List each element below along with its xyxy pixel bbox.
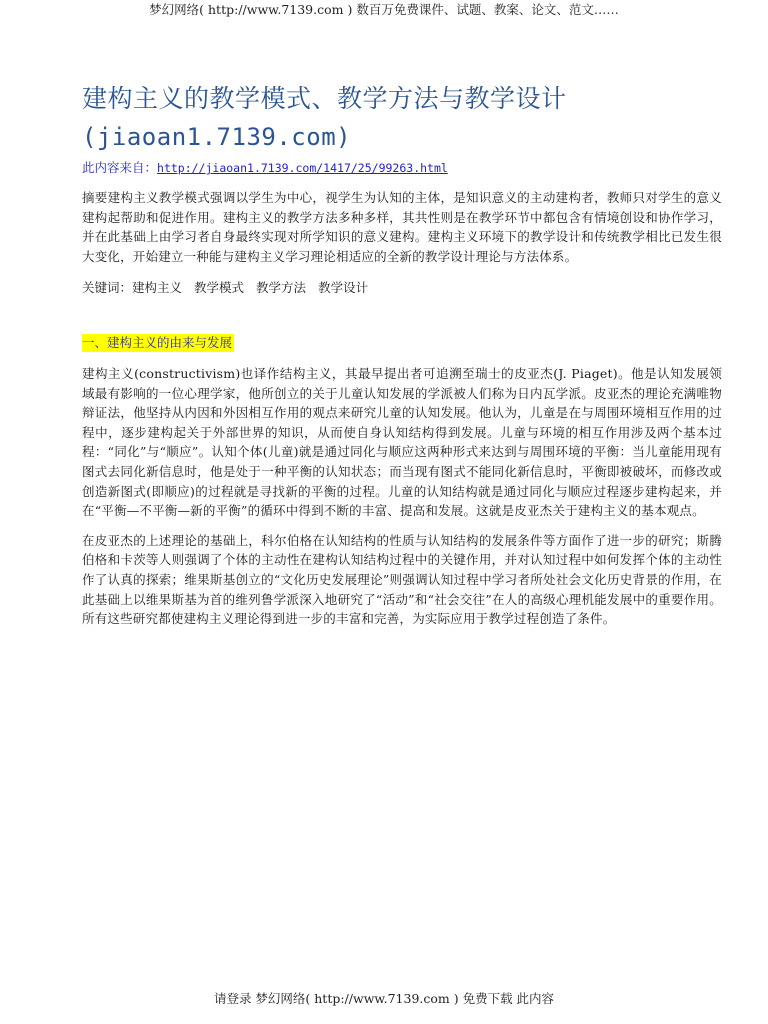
document-body	[82, 80, 722, 629]
keyword-item: 教学模式	[194, 280, 245, 296]
keyword-item: 教学方法	[256, 280, 307, 296]
document-title-site: (jiaoan1.7139.com)	[82, 123, 352, 151]
source-prefix: 此内容来自：	[82, 160, 158, 175]
document-title-main: 建构主义的教学模式、教学方法与教学设计	[82, 84, 567, 113]
source-link[interactable]: http://jiaoan1.7139.com/1417/25/99263.html	[157, 161, 448, 175]
keywords-line	[82, 278, 722, 298]
source-line	[82, 159, 722, 177]
document-title	[82, 80, 722, 156]
page-header: 梦幻网络( http://www.7139.com ) 数百万免费课件、试题、教案、论文、范文……	[149, 2, 619, 17]
body-paragraph-1: 建构主义(constructivism)也译作结构主义，其最早提出者可追溯至瑞士的皮亚杰(J. Piaget)。他是认知发展领域最有影响的一位心理学家，他所创立的关于儿童认知发展的学派被人们称为日内瓦学派。皮亚杰的理论充满唯物辩证法，他坚持从内因和外因相互作用的观点来研究儿童的认知发展。他认为，儿童是在与周围环境相互作用的过程中，逐步建构起关于外部世界的知识，从而使自身认知结构得到发展。儿童与环境的相互作用涉及两个基本过程：“同化”与“顺应”。认知个体(儿童)就是通过同化与顺应这两种形式来达到与周围环境的平衡：当儿童能用现有图式去同化新信息时，他是处于一种平衡的认知状态；而当现有图式不能同化新信息时，平衡即被破坏，而修改或创造新图式(即顺应)的过程就是寻找新的平衡的过程。儿童的认知结构就是通过同化与顺应过程逐步建构起来，并在“平衡—不平衡—新的平衡”的循环中得到不断的丰富、提高和发展。这就是皮亚杰关于建构主义的基本观点。	[82, 365, 722, 519]
section-heading-wrap	[82, 298, 722, 352]
body-paragraph-2: 在皮亚杰的上述理论的基础上，科尔伯格在认知结构的性质与认知结构的发展条件等方面作了进一步的研究；斯腾伯格和卡茨等人则强调了个体的主动性在建构认知结构过程中的关键作用，并对认知过程中如何发挥个体的主动性作了认真的探索；维果斯基创立的“文化历史发展理论”则强调认知过程中学习者所处社会文化历史背景的作用，在此基础上以维果斯基为首的维列鲁学派深入地研究了“活动”和“社会交往”在人的高级心理机能发展中的重要作用。所有这些研究都使建构主义理论得到进一步的丰富和完善，为实际应用于教学过程创造了条件。	[82, 532, 722, 627]
abstract-paragraph: 摘要建构主义教学模式强调以学生为中心，视学生为认知的主体，是知识意义的主动建构者，教师只对学生的意义建构起帮助和促进作用。建构主义的教学方法多种多样，其共性则是在教学环节中都包含有情境创设和协作学习，并在此基础上由学习者自身最终实现对所学知识的意义建构。建构主义环境下的教学设计和传统教学相比已发生很大变化，开始建立一种能与建构主义学习理论相适应的全新的教学设计理论与方法体系。	[82, 190, 722, 264]
keyword-item: 教学设计	[318, 280, 369, 296]
page-footer: 请登录 梦幻网络( http://www.7139.com ) 免费下载 此内容	[213, 991, 555, 1006]
keyword-item: 建构主义	[132, 280, 183, 296]
section-heading: 一、建构主义的由来与发展	[82, 334, 233, 350]
keywords-label: 关键词：	[82, 280, 133, 296]
